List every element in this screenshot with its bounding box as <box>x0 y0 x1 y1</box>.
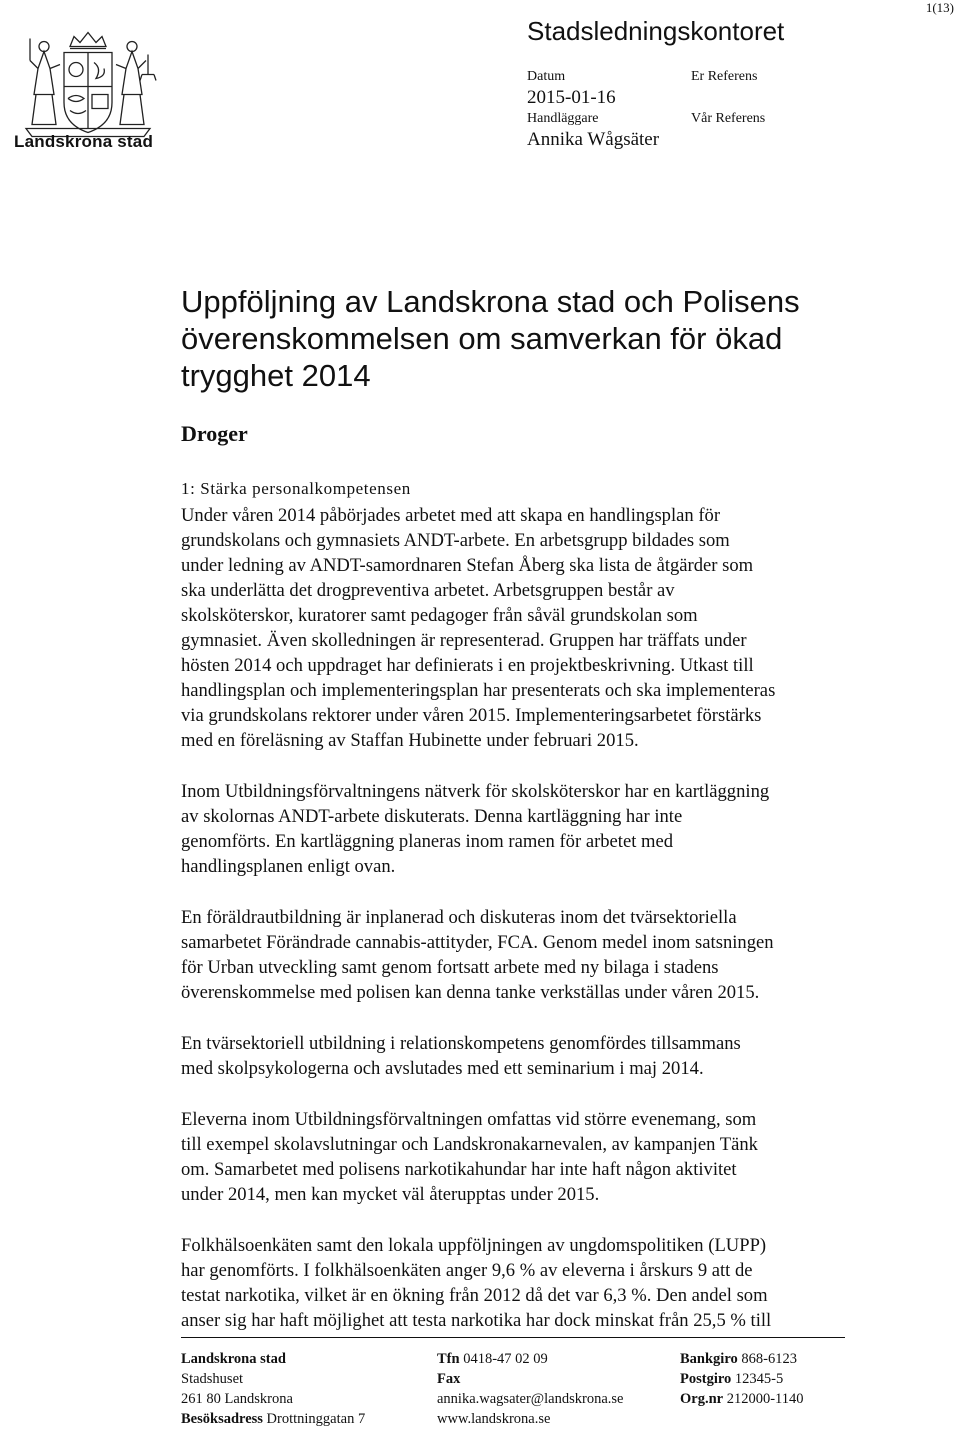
text-line: under ledning av ANDT-samordnaren Stefan Åberg ska lista de åtgärder som <box>181 555 754 576</box>
text-line: genomförts. En kartläggning planeras inom ramen för arbetet med <box>181 831 674 852</box>
paragraph <box>181 779 881 879</box>
text-line: Under våren 2014 påbörjades arbetet med att skapa en handlingsplan för <box>181 505 721 526</box>
section-heading: Droger <box>181 421 248 446</box>
logo-text: Landskrona stad <box>14 132 154 151</box>
title-line: överenskommelsen om samverkan för ökad <box>181 321 783 356</box>
document-title <box>181 283 901 394</box>
text-line: ska underlätta det drogpreventiva arbetet. Arbetsgruppen består av <box>181 580 675 601</box>
handler-value: Annika Wågsäter <box>527 129 660 150</box>
text-line: under 2014, men kan mycket väl återupptas under 2015. <box>181 1184 600 1205</box>
footer-postgiro-value: 12345-5 <box>734 1371 784 1387</box>
footer-org-name: Landskrona stad <box>181 1351 286 1367</box>
title-line: Uppföljning av Landskrona stad och Polisens <box>181 284 800 319</box>
subsection-heading: 1: Stärka personalkompetensen <box>181 479 411 498</box>
text-line: Inom Utbildningsförvaltningens nätverk för skolsköterskor har en kartläggning <box>181 781 770 802</box>
footer-fax-label: Fax <box>437 1371 461 1387</box>
your-reference-label: Er Referens <box>691 69 758 84</box>
text-line: med en föreläsning av Staffan Hubinette under februari 2015. <box>181 730 639 751</box>
text-line: samarbetet Förändrade cannabis-attityder, FCA. Genom medel inom satsningen <box>181 932 774 953</box>
paragraph <box>181 503 881 753</box>
title-line: trygghet 2014 <box>181 358 371 393</box>
text-line: av skolornas ANDT-arbete diskuterats. Denna kartläggning har inte <box>181 806 683 827</box>
text-line: för Urban utveckling samt genom fortsatt arbete med ny bilaga i stadens <box>181 957 719 978</box>
text-line: Folkhälsoenkäten samt den lokala uppföljningen av ungdomspolitiken (LUPP) <box>181 1235 767 1256</box>
paragraph <box>181 1107 881 1207</box>
footer-phone-value: 0418-47 02 09 <box>463 1351 548 1367</box>
footer-org-number-value: 212000-1140 <box>726 1391 804 1407</box>
text-line: med skolpsykologerna och avslutades med ett seminarium i maj 2014. <box>181 1058 704 1079</box>
text-line: En föräldrautbildning är inplanerad och diskuteras inom det tvärsektoriella <box>181 907 737 928</box>
text-line: anser sig har haft möjlighet att testa narkotika har dock minskat från 25,5 % till <box>181 1310 772 1331</box>
text-line: till exempel skolavslutningar och Landskronakarnevalen, av kampanjen Tänk <box>181 1134 758 1155</box>
footer-address-column <box>181 1349 365 1429</box>
organization-name: Stadsledningskontoret <box>527 16 785 46</box>
text-line: Eleverna inom Utbildningsförvaltningen omfattas vid större evenemang, som <box>181 1109 757 1130</box>
footer-divider <box>181 1337 845 1338</box>
handler-label: Handläggare <box>527 111 599 126</box>
text-line: gymnasiet. Även skolledningen är representerad. Gruppen har träffats under <box>181 630 747 651</box>
paragraph <box>181 1031 881 1081</box>
page-number: 1(13) <box>925 0 954 15</box>
text-line: grundskolans och gymnasiets ANDT-arbete. En arbetsgrupp bildades som <box>181 530 730 551</box>
text-line: om. Samarbetet med polisens narkotikahundar har inte haft någon aktivitet <box>181 1159 737 1180</box>
footer-web-link[interactable]: www.landskrona.se <box>437 1411 551 1427</box>
footer-contact-column <box>437 1349 623 1429</box>
footer-org-number-label: Org.nr <box>680 1391 724 1407</box>
footer-payment-column <box>680 1349 804 1409</box>
date-value: 2015-01-16 <box>527 87 616 108</box>
text-line: hösten 2014 och uppdraget har definierats i en projektbeskrivning. Utkast till <box>181 655 754 676</box>
our-reference-label: Vår Referens <box>691 111 766 126</box>
footer-email-link[interactable]: annika.wagsater@landskrona.se <box>437 1391 624 1407</box>
paragraph <box>181 1233 881 1333</box>
footer-bankgiro-value: 868-6123 <box>741 1351 797 1367</box>
footer-building: Stadshuset <box>181 1371 244 1387</box>
text-line: testat narkotika, vilket är en ökning från 2012 då det var 6,3 %. Den andel som <box>181 1285 768 1306</box>
date-label: Datum <box>527 69 566 84</box>
footer-visit-value: Drottninggatan 7 <box>266 1411 366 1427</box>
footer-bankgiro-label: Bankgiro <box>680 1351 738 1367</box>
footer-visit-label: Besöksadress <box>181 1411 263 1427</box>
footer-phone-label: Tfn <box>437 1351 460 1367</box>
footer-postal: 261 80 Landskrona <box>181 1391 293 1407</box>
document-body <box>181 503 881 1359</box>
text-line: via grundskolans rektorer under våren 2015. Implementeringsarbetet förstärks <box>181 705 762 726</box>
text-line: handlingsplanen enligt ovan. <box>181 856 396 877</box>
text-line: handlingsplan och implementeringsplan har presenterats och ska implementeras <box>181 680 776 701</box>
paragraph <box>181 905 881 1005</box>
footer-postgiro-label: Postgiro <box>680 1371 732 1387</box>
text-line: skolsköterskor, kuratorer samt pedagoger från såväl grundskolan som <box>181 605 698 626</box>
text-line: har genomförts. I folkhälsoenkäten anger 9,6 % av eleverna i årskurs 9 att de <box>181 1260 753 1281</box>
text-line: En tvärsektoriell utbildning i relationskompetens genomfördes tillsammans <box>181 1033 741 1054</box>
text-line: överenskommelse med polisen kan denna tanke verkställas under våren 2015. <box>181 982 760 1003</box>
